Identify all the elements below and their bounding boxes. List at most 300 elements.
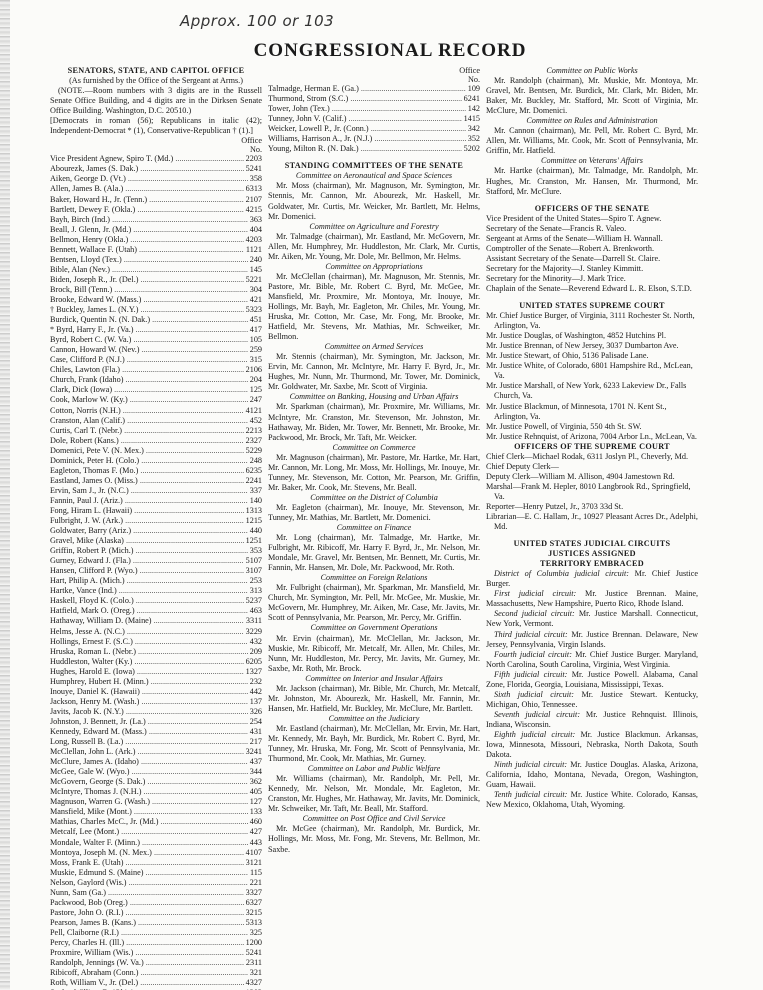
committee-title: Committee on Interior and Insular Affairs [305, 673, 443, 683]
office-number: 6205 [245, 656, 262, 666]
committee-members: Mr. Hartke (chairman), Mr. Talmadge, Mr. Randolph, Mr. Hughes, Mr. Cranston, Mr. Hansen, Mr. Thurmond, Mr. Stafford, Mr. McClure. [486, 166, 698, 196]
senator-row [50, 878, 262, 888]
office-number: 248 [249, 455, 262, 465]
office-number: 326 [249, 706, 262, 716]
senator-name: Talmadge, Herman E. (Ga.) ..... [268, 84, 466, 94]
senator-row [50, 908, 262, 918]
office-number: 353 [249, 546, 262, 556]
office-number: 4327 [245, 978, 262, 988]
page-title: CONGRESSIONAL RECORD [253, 40, 527, 61]
senator-row [50, 717, 262, 727]
committee-members: Mr. McClellan (chairman), Mr. Magnuson, Mr. Stennis, Mr. Pastore, Mr. Bible, Mr. Robert C. Byrd, Mr. McGee, Mr. Mansfield, Mr. Proxmire, Mr. Montoya, Mr. Inouye, Mr. Hollings, Mr. Bayh, Mr. Eagleton, Mr. Chiles, Mr. Young, Mr. Hruska, Mr. Cotton, Mr. Case, Mr. Fong, Mr. Brooke, Mr. Hatfield, Mr. Stevens, Mr. Mathias, Mr. Schweiker, Mr. Bellmon. [268, 271, 480, 342]
senator-name: Nelson, Gaylord (Wis.) ..... [50, 878, 248, 888]
senator-name: Thurmond, Strom (S.C.) ..... [268, 94, 462, 104]
circuit-text: Mr. Justice Marshall. Connecticut, New York, Vermont. [486, 609, 698, 629]
circuit-text: Mr. Justice Powell. Alabama, Canal Zone, Florida, Georgia, Louisiana, Mississippi, Texas. [486, 669, 698, 689]
senator-row [50, 516, 262, 526]
senator-name: Roth, William V., Jr. (Del.) ..... [50, 978, 244, 988]
circuit-entry [486, 730, 698, 760]
senator-name: † Buckley, James L. (N.Y.) ..... [50, 305, 244, 315]
senator-row [50, 637, 262, 647]
office-number: 2327 [245, 435, 262, 445]
justice-entry: Mr. Justice Blackmun, of Minnesota, 1701 N. Kent St., Arlington, Va. [486, 401, 667, 421]
senate-officer: Chaplain of the Senate—Reverend Edward L. R. Elson, S.T.D. [486, 283, 692, 293]
senator-row [50, 797, 262, 807]
circuit-text: Mr. Chief Justice Burger. Maryland, North Carolina, South Carolina, Virginia, West Virginia. [486, 649, 698, 669]
committee-title: Committee on Aeronautical and Space Sciences [295, 171, 453, 181]
circuits-heading-1: UNITED STATES JUDICIAL CIRCUITS [513, 539, 671, 549]
senator-row [268, 144, 480, 154]
senator-row [50, 385, 262, 395]
senator-name: Hughes, Harold E. (Iowa) ..... [50, 667, 244, 677]
senator-name: Young, Milton R. (N. Dak.) ..... [268, 144, 462, 154]
circuit-entry [486, 670, 698, 690]
office-number: 6241 [463, 94, 480, 104]
circuit-text: Mr. Justice Stewart. Kentucky, Michigan, Ohio, Tennessee. [486, 689, 698, 709]
senator-row [50, 215, 262, 225]
senator-name: Bayh, Birch (Ind.) ..... [50, 215, 248, 225]
office-column-header: Office No. [241, 136, 262, 155]
office-number: 5241 [245, 164, 262, 174]
office-number: 5237 [245, 596, 262, 606]
circuit-entry [486, 710, 698, 730]
committee-title: Committee on Government Operations [310, 623, 438, 633]
office-number: 137 [249, 696, 262, 706]
justice-entry: Mr. Justice White, of Colorado, 6801 Hampshire Rd., McLean, Va. [486, 361, 693, 381]
office-number: 427 [249, 827, 262, 837]
senator-name: Cannon, Howard W. (Nev.) ..... [50, 345, 248, 355]
senator-name: Hathaway, William D. (Maine) ..... [50, 616, 244, 626]
office-number: 3327 [245, 887, 262, 897]
senator-row [268, 94, 480, 104]
senator-name: Fannin, Paul J. (Ariz.) ..... [50, 496, 248, 506]
senator-name: Chiles, Lawton (Fla.) ..... [50, 365, 244, 375]
senator-name: Abourezk, James (S. Dak.) ..... [50, 164, 244, 174]
senator-name: Weicker, Lowell P., Jr. (Conn.) ..... [268, 124, 466, 134]
senator-name: McClellan, John L. (Ark.) ..... [50, 747, 244, 757]
committee-members: Mr. Cannon (chairman), Mr. Pell, Mr. Robert C. Byrd, Mr. Allen, Mr. Williams, Mr. Cook, Mr. Scott of Pennsylvania, Mr. Griffin, Mr. Hatfield. [486, 126, 698, 156]
committee-members: Mr. McGee (chairman), Mr. Randolph, Mr. Burdick, Mr. Hollings, Mr. Moss, Mr. Fong, Mr. Stevens, Mr. Bellmon, Mr. Saxbe. [268, 824, 480, 854]
office-number: 247 [249, 395, 262, 405]
senator-row [50, 727, 262, 737]
office-number: 442 [249, 686, 262, 696]
office-number: 5323 [245, 305, 262, 315]
senator-name: Curtis, Carl T. (Nebr.) ..... [50, 426, 244, 436]
senator-row [50, 667, 262, 677]
circuit-text: Mr. Justice Brennan. Maine, Massachusetts, New Hampshire, Puerto Rico, Rhode Island. [486, 589, 698, 609]
committee-members: Mr. Stennis (chairman), Mr. Symington, Mr. Jackson, Mr. Ervin, Mr. Cannon, Mr. McIntyre, Mr. Harry F. Byrd, Jr., Mr. Hughes, Mr. Nunn, Mr. Thurmond, Mr. Tower, Mr. Dominick, Mr. Goldwater, Mr. Saxbe, Mr. Scott of Virginia. [268, 352, 480, 392]
senator-row [50, 245, 262, 255]
senator-name: Dominick, Peter H. (Colo.) ..... [50, 456, 248, 466]
office-number: 3229 [245, 626, 262, 636]
office-number: 145 [249, 264, 262, 274]
senator-name: Brock, Bill (Tenn.) ..... [50, 285, 248, 295]
office-number: 1415 [463, 114, 480, 124]
senator-name: Pearson, James B. (Kans.) ..... [50, 918, 244, 928]
senate-officer: Assistant Secretary of the Senate—Darrell St. Claire. [486, 253, 661, 263]
committee-members: Mr. Eagleton (chairman), Mr. Inouye, Mr. Stevenson, Mr. Tunney, Mr. Mathias, Mr. Bartlett, Mr. Domenici. [268, 502, 480, 522]
senator-name: Clark, Dick (Iowa) ..... [50, 385, 248, 395]
senator-name: Fulbright, J. W. (Ark.) ..... [50, 516, 244, 526]
office-number: 4107 [245, 847, 262, 857]
senator-row [50, 205, 262, 215]
senator-row [50, 184, 262, 194]
senator-name: Bennett, Wallace F. (Utah) ..... [50, 245, 244, 255]
senator-row [50, 647, 262, 657]
court-officer: Chief Clerk—Michael Rodak, 6311 Joslyn Pl., Cheverly, Md. [486, 451, 689, 461]
senator-name: Randolph, Jennings (W. Va.) ..... [50, 958, 244, 968]
officers-list [486, 214, 698, 294]
senator-name: Mondale, Walter F. (Minn.) ..... [50, 838, 248, 848]
committee-title: Committee on Armed Services [324, 342, 424, 352]
senator-name: Pastore, John O. (R.I.) ..... [50, 908, 244, 918]
senator-name: Tower, John (Tex.) ..... [268, 104, 466, 114]
senator-name: Domenici, Pete V. (N. Mex.) ..... [50, 446, 244, 456]
office-number: 315 [249, 355, 262, 365]
office-column-header-2: Office No. [459, 66, 480, 84]
office-number: 4203 [245, 234, 262, 244]
binding-edge [0, 0, 10, 990]
senator-name: Mansfield, Mike (Mont.) ..... [50, 807, 248, 817]
senator-name: Allen, James B. (Ala.) ..... [50, 184, 244, 194]
circuit-entry [486, 690, 698, 710]
senator-row [50, 536, 262, 546]
senator-name: Ribicoff, Abraham (Conn.) ..... [50, 968, 248, 978]
justice-entry: Mr. Justice Douglas, of Washington, 4852 Hutchins Pl. [486, 331, 666, 341]
office-number: 452 [249, 415, 262, 425]
senator-row [50, 928, 262, 938]
office-number: 5229 [245, 445, 262, 455]
court-officer: Librarian—E. C. Hallam, Jr., 10927 Pleasant Acres Dr., Adelphi, Md. [486, 512, 698, 532]
senator-row [50, 657, 262, 667]
senator-row [50, 757, 262, 767]
senator-row [50, 174, 262, 184]
committee-title: Committee on Agriculture and Forestry [309, 221, 439, 231]
committee-title: Committee on Finance [336, 523, 412, 533]
senator-row [50, 858, 262, 868]
senate-officer: Comptroller of the Senate—Robert A. Brenkworth. [486, 243, 655, 253]
circuit-text: Mr. Justice Blackmun. Arkansas, Iowa, Minnesota, Missouri, Nebraska, North Dakota, South Dakota. [486, 730, 698, 760]
circuit-entry [486, 630, 698, 650]
committee-members: Mr. Magnuson (chairman), Mr. Pastore, Mr. Hartke, Mr. Hart, Mr. Cannon, Mr. Long, Mr. Moss, Mr. Hollings, Mr. Inouye, Mr. Tunney, Mr. Stevenson, Mr. Cotton, Mr. Pearson, Mr. Griffin, Mr. Baker, Mr. Cook, Mr. Stevens, Mr. Beall. [268, 452, 480, 492]
senator-row [50, 526, 262, 536]
office-number: 451 [249, 315, 262, 325]
committee-title: Committee on Foreign Relations [320, 573, 428, 583]
senator-name: Mathias, Charles McC., Jr. (Md.) ..... [50, 817, 248, 827]
senator-name: Moss, Frank E. (Utah) ..... [50, 858, 244, 868]
office-number: 109 [467, 84, 480, 93]
senator-row [50, 918, 262, 928]
committee-list-part-2 [486, 66, 698, 197]
senator-row [50, 958, 262, 968]
senator-name: Cotton, Norris (N.H.) ..... [50, 406, 244, 416]
circuits-heading-2: JUSTICES ASSIGNED [548, 549, 636, 559]
senator-row [50, 576, 262, 586]
circuit-text: Mr. Chief Justice Burger. [486, 569, 699, 589]
senator-name: Burdick, Quentin N. (N. Dak.) ..... [50, 315, 248, 325]
office-number: 1121 [245, 244, 262, 254]
senator-row [50, 345, 262, 355]
office-number: 313 [249, 586, 262, 596]
senator-row [50, 968, 262, 978]
senator-row [50, 898, 262, 908]
circuit-label: Tenth judicial circuit: [494, 790, 568, 800]
senate-officer: Sergeant at Arms of the Senate—William H. Wannall. [486, 233, 663, 243]
senator-row [50, 787, 262, 797]
senator-row [50, 406, 262, 416]
justice-entry: Mr. Justice Powell, of Virginia, 550 4th St. SW. [486, 421, 642, 431]
senator-row [50, 596, 262, 606]
office-number: 431 [249, 727, 262, 736]
office-number: 142 [467, 104, 480, 114]
committee-title: Committee on Public Works [546, 66, 638, 75]
court-officers-list [486, 452, 698, 532]
senator-name: Muskie, Edmund S. (Maine) ..... [50, 868, 248, 878]
senator-row [50, 627, 262, 637]
committee-members: Mr. Sparkman (chairman), Mr. Proxmire, Mr. Williams, Mr. McIntyre, Mr. Cranston, Mr. Stevenson, Mr. Johnston, Mr. Hathaway, Mr. Biden, Mr. Tower, Mr. Bennett, Mr. Brooke, Mr. Packwood, Mr. Brock, Mr. Taft, Mr. Weicker. [268, 402, 480, 442]
room-note: (NOTE.—Room numbers with 3 digits are in the Russell Senate Office Building, and 4 digits are in the Dirksen Senate Office Building. Washington, D.C. 20510.) [50, 86, 262, 116]
office-number: 1215 [245, 516, 262, 526]
office-number: 325 [249, 927, 262, 937]
office-number: 133 [249, 807, 262, 817]
senator-row [50, 767, 262, 777]
senator-name: Inouye, Daniel K. (Hawaii) ..... [50, 687, 248, 697]
senator-name: Eagleton, Thomas F. (Mo.) ..... [50, 466, 244, 476]
committee-members: Mr. Long (chairman), Mr. Talmadge, Mr. Hartke, Mr. Fulbright, Mr. Ribicoff, Mr. Harry F. Byrd, Jr., Mr. Nelson, Mr. Mondale, Mr. Gravel, Mr. Bentsen, Mr. Bennett, Mr. Curtis, Mr. Fannin, Mr. Hansen, Mr. Dole, Mr. Packwood, Mr. Roth. [268, 533, 480, 573]
senator-name: Goldwater, Barry (Ariz.) ..... [50, 526, 248, 536]
office-number: 232 [249, 676, 262, 686]
senator-name: Hollings, Ernest F. (S.C.) ..... [50, 637, 248, 647]
senator-row [50, 395, 262, 405]
office-number: 254 [249, 716, 262, 726]
senator-name: Bible, Alan (Nev.) ..... [50, 265, 248, 275]
column-3 [486, 66, 698, 810]
senator-name: Case, Clifford P. (N.J.) ..... [50, 355, 248, 365]
senator-name: Packwood, Bob (Oreg.) ..... [50, 898, 244, 908]
office-number: 2213 [245, 425, 262, 435]
office-number: 125 [249, 385, 262, 395]
court-officers-heading: OFFICERS OF THE SUPREME COURT [514, 441, 670, 451]
senator-name: Humphrey, Hubert H. (Minn.) ..... [50, 677, 248, 687]
office-number: 1200 [245, 937, 262, 947]
senator-name: Percy, Charles H. (Ill.) ..... [50, 938, 244, 948]
senator-row [50, 677, 262, 687]
justice-entry: Mr. Chief Justice Burger, of Virginia, 3111 Rochester St. North, Arlington, Va. [486, 311, 695, 331]
senator-row [50, 255, 262, 265]
office-number: 3241 [245, 747, 262, 757]
office-number: 105 [249, 335, 262, 345]
circuit-label: Eighth judicial circuit: [494, 730, 576, 739]
circuit-entry [486, 569, 698, 589]
senator-name: Metcalf, Lee (Mont.) ..... [50, 827, 248, 837]
column-2 [268, 66, 480, 855]
office-number: 352 [467, 134, 480, 144]
senator-row [50, 355, 262, 365]
committee-title: Committee on Veterans' Affairs [541, 156, 643, 166]
senator-name: Proxmire, William (Wis.) ..... [50, 948, 244, 958]
senator-name: Ervin, Sam J., Jr. (N.C.) ..... [50, 486, 248, 496]
office-number: 421 [249, 294, 262, 304]
senator-name: Hart, Philip A. (Mich.) ..... [50, 576, 248, 586]
circuit-label: Third judicial circuit: [494, 629, 568, 639]
senator-name: Long, Russell B. (La.) ..... [50, 737, 248, 747]
circuits-list [486, 569, 698, 810]
office-number: 2107 [245, 194, 262, 204]
office-number: 437 [249, 757, 262, 767]
senator-row [50, 546, 262, 556]
senator-row [50, 275, 262, 285]
senator-row [50, 265, 262, 275]
senator-row [50, 616, 262, 626]
office-number: 5107 [245, 556, 262, 566]
circuit-entry [486, 790, 698, 810]
office-number: 209 [249, 646, 262, 656]
office-number: 2311 [245, 958, 262, 968]
senator-row [268, 114, 480, 124]
committee-members: Mr. Moss (chairman), Mr. Magnuson, Mr. Symington, Mr. Stennis, Mr. Cannon, Mr. Abourezk, Mr. Haskell, Mr. Goldwater, Mr. Curtis, Mr. Weicker, Mr. Bartlett, Mr. Helms, Mr. Domenici. [268, 181, 480, 221]
senator-name: Vice President Agnew, Spiro T. (Md.) ..... [50, 154, 244, 164]
senator-row [50, 838, 262, 848]
senator-row [50, 606, 262, 616]
senator-row [50, 737, 262, 747]
senator-name: Bellmon, Henry (Okla.) ..... [50, 235, 244, 245]
senator-row [268, 134, 480, 144]
senator-name: Dole, Robert (Kans.) ..... [50, 436, 244, 446]
senator-name: Nunn, Sam (Ga.) ..... [50, 888, 244, 898]
committee-title: Committee on the District of Columbia [310, 492, 438, 502]
circuit-label: Sixth judicial circuit: [494, 689, 575, 699]
office-number: 2203 [245, 154, 262, 164]
senator-row [50, 817, 262, 827]
circuit-label: District of Columbia judicial circuit: [494, 569, 630, 579]
senator-list-part-1 [50, 154, 262, 990]
senator-row [50, 848, 262, 858]
senator-row [50, 978, 262, 988]
court-officer: Marshal—Frank M. Hepler, 8010 Langbrook Rd., Springfield, Va. [486, 481, 691, 501]
senator-row [50, 335, 262, 345]
circuit-text: Mr. Justice Douglas. Alaska, Arizona, California, Idaho, Montana, Nevada, Oregon, Washington, Guam, Hawaii. [486, 760, 698, 790]
office-number: 1313 [245, 505, 262, 515]
office-number: 204 [249, 375, 262, 385]
senator-name: McGovern, George (S. Dak.) ..... [50, 777, 248, 787]
senator-name: Brooke, Edward W. (Mass.) ..... [50, 295, 248, 305]
circuit-entry [486, 760, 698, 790]
supreme-court-heading: UNITED STATES SUPREME COURT [519, 301, 665, 311]
senator-name: Magnuson, Warren G. (Wash.) ..... [50, 797, 248, 807]
office-number: 321 [249, 968, 262, 978]
court-officer: Deputy Clerk—William M. Allison, 4904 Jamestown Rd. [486, 471, 675, 481]
committee-members: Mr. Eastland (chairman), Mr. McClellan, Mr. Ervin, Mr. Hart, Mr. Kennedy, Mr. Bayh, Mr. Burdick, Mr. Robert C. Byrd, Mr. Tunney, Mr. Hruska, Mr. Fong, Mr. Scott of Pennsylvania, Mr. Thurmond, Mr. Cook, Mr. Mathias, Mr. Gurney. [268, 723, 480, 764]
committee-title: Committee on Banking, Housing and Urban Affairs [289, 392, 459, 402]
committee-title: Committee on the Judiciary [328, 713, 420, 723]
office-number: 4215 [245, 204, 262, 214]
senator-list-part-2 [268, 84, 480, 154]
committee-members: Mr. Talmadge (chairman), Mr. Eastland, Mr. McGovern, Mr. Allen, Mr. Humphrey, Mr. Huddleston, Mr. Clark, Mr. Curtis, Mr. Aiken, Mr. Young, Mr. Dole, Mr. Bellmon, Mr. Helms. [268, 231, 480, 261]
senator-name: Biden, Joseph R., Jr. (Del.) ..... [50, 275, 244, 285]
senator-name: Tunney, John V. (Calif.) ..... [268, 114, 462, 124]
senator-row [50, 195, 262, 205]
senate-officer: Secretary for the Minority—J. Mark Trice. [486, 273, 626, 283]
senator-name: Haskell, Floyd K. (Colo.) ..... [50, 596, 244, 606]
circuit-entry [486, 650, 698, 670]
senators-heading: SENATORS, STATE, AND CAPITOL OFFICE [67, 66, 245, 75]
office-number: 443 [249, 837, 262, 847]
senator-row [268, 104, 480, 114]
circuit-label: Seventh judicial circuit: [494, 709, 581, 719]
office-number: 358 [249, 174, 262, 184]
senator-row [50, 556, 262, 566]
senator-row [50, 235, 262, 245]
office-number: 6313 [245, 184, 262, 194]
committee-title: Committee on Rules and Administration [526, 116, 658, 126]
handwritten-note: Approx. 100 or 103 [180, 12, 335, 30]
office-number: 404 [249, 224, 262, 234]
office-number: 2106 [245, 365, 262, 375]
committee-title: Committee on Appropriations [325, 261, 423, 271]
office-number: 463 [249, 606, 262, 616]
committee-members: Mr. Fulbright (chairman), Mr. Sparkman, Mr. Mansfield, Mr. Church, Mr. Symington, Mr. Pell, Mr. McGee, Mr. Muskie, Mr. McGovern, Mr. Humphrey, Mr. Aiken, Mr. Case, Mr. Javits, Mr. Scott of Pennsylvania, Mr. Pearson, Mr. Percy, Mr. Griffin. [268, 583, 480, 623]
officers-heading: OFFICERS OF THE SENATE [534, 203, 650, 213]
senator-name: Gurney, Edward J. (Fla.) ..... [50, 556, 244, 566]
justices-list [486, 311, 698, 442]
senator-row [50, 707, 262, 717]
committee-title: Committee on Commerce [332, 442, 416, 452]
office-number: 3107 [245, 566, 262, 576]
senator-name: Hartke, Vance (Ind.) ..... [50, 586, 248, 596]
senator-row [50, 295, 262, 305]
senator-name: Javits, Jacob K. (N.Y.) ..... [50, 707, 248, 717]
senator-row [50, 426, 262, 436]
circuit-label: Ninth judicial circuit: [494, 760, 568, 770]
senator-row [50, 948, 262, 958]
office-number: 5221 [245, 274, 262, 284]
senator-row [50, 747, 262, 757]
office-number: 405 [249, 787, 262, 797]
senator-row [50, 466, 262, 476]
office-number: 460 [249, 817, 262, 827]
circuits-heading-3: TERRITORY EMBRACED [539, 559, 645, 569]
office-number: 432 [249, 636, 262, 646]
senator-row [50, 285, 262, 295]
committee-members: Mr. Williams (chairman), Mr. Randolph, Mr. Pell, Mr. Kennedy, Mr. Nelson, Mr. Mondale, Mr. Eagleton, Mr. Cranston, Mr. Hughes, Mr. Hathaway, Mr. Javits, Mr. Dominick, Mr. Schweiker, Mr. Taft, Mr. Beall, Mr. Stafford. [268, 774, 480, 814]
senate-officer: Secretary of the Senate—Francis R. Valeo. [486, 223, 627, 233]
senator-row [50, 315, 262, 325]
justice-entry: Mr. Justice Rehnquist, of Arizona, 7004 Arbor Ln., McLean, Va. [486, 431, 697, 441]
office-number: 3121 [245, 857, 262, 867]
senator-row [50, 827, 262, 837]
office-number: 5241 [245, 948, 262, 958]
senator-row [268, 84, 480, 94]
office-number: 259 [249, 345, 262, 355]
office-number: 5202 [463, 144, 480, 154]
senator-row [50, 687, 262, 697]
senator-row [50, 154, 262, 164]
senator-name: Montoya, Joseph M. (N. Mex.) ..... [50, 848, 244, 858]
senator-row [50, 888, 262, 898]
senator-name: Beall, J. Glenn, Jr. (Md.) ..... [50, 225, 248, 235]
senator-row [50, 456, 262, 466]
senator-row [50, 476, 262, 486]
circuit-label: Fourth judicial circuit: [494, 649, 572, 659]
column-1 [50, 66, 262, 990]
senator-row [50, 446, 262, 456]
senator-name: Hansen, Clifford P. (Wyo.) ..... [50, 566, 244, 576]
office-number: 4121 [245, 405, 262, 415]
senator-name: McGee, Gale W. (Wyo.) ..... [50, 767, 248, 777]
circuit-entry [486, 589, 698, 609]
office-number: 337 [249, 485, 262, 495]
office-number: 127 [249, 797, 262, 807]
